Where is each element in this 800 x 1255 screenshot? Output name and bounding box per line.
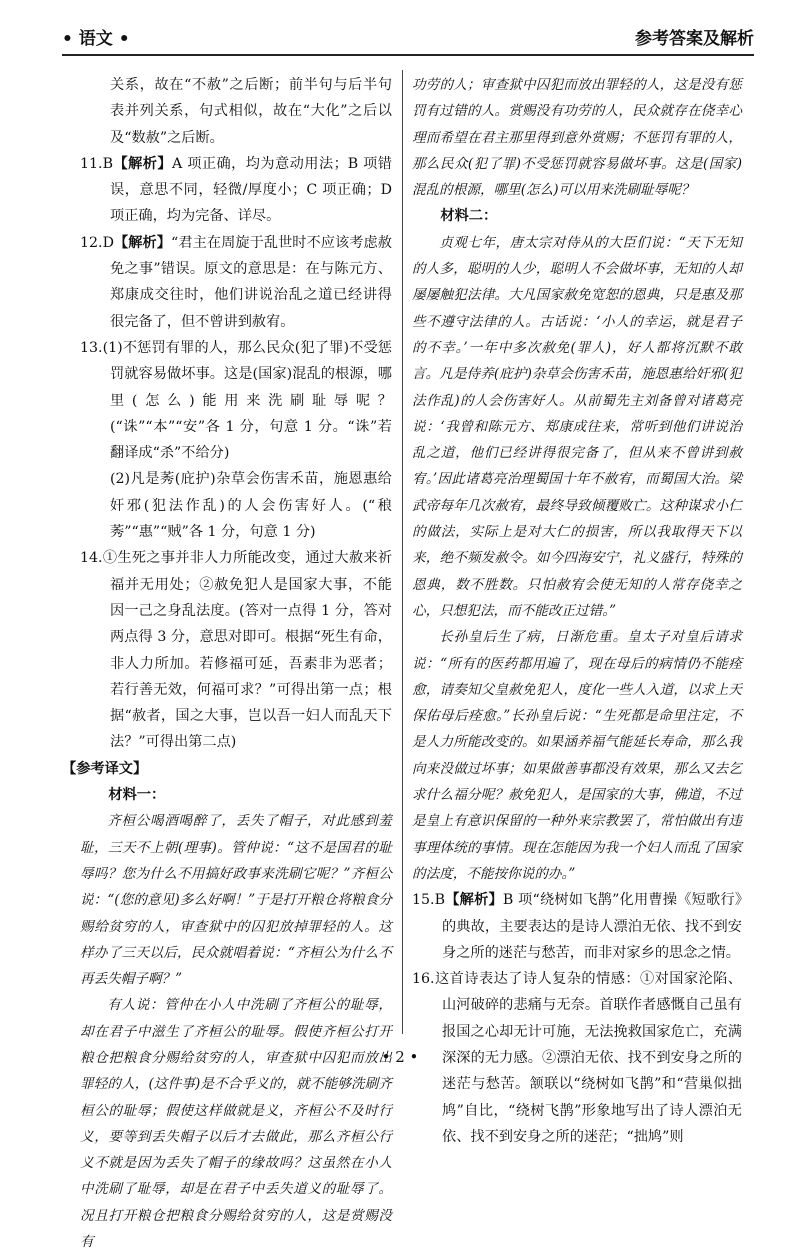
paragraph [412, 887, 742, 966]
analysis-tag: 【解析】 [113, 234, 172, 251]
header-title: 参考答案及解析 [635, 29, 754, 49]
paragraph [80, 466, 392, 545]
paragraph [62, 756, 392, 782]
question-number: 15.B [412, 892, 445, 909]
paragraph [80, 782, 392, 808]
paragraph-text: B 项“绕树如飞鹊”化用曹操《短歌行》的典故，主要表达的是诗人漂泊无依、找不到安身之所的迷茫与愁苦，而非对家乡的思念之情。 [442, 892, 742, 961]
paragraph-text: 长孙皇后生了病，日渐危重。皇太子对皇后请求说：“所有的医药都用遍了，现在母后的病情仍不能痊愈，请奏知父皇赦免犯人，度化一些人入道，以求上天保佑母后痊愈。”长孙皇后说：“生死都是命里注定，不是人力所能改变的。如果涵养福气能延长寿命，那么我向来没做过坏事；如果做善事都没有效果，那么又去乞求什么福分呢？赦免犯人，是国家的大事，佛道，不过是皇上有意识保留的一种外来宗教罢了，常怕做出有违事理体统的事情。现在怎能因为我一个妇人而乱了国家的法度，不能按你说的办。” [412, 629, 742, 882]
paragraph-text: 关系，故在“不赦”之后断；前半句与后半句表并列关系，句式相似，故在“大化”之后以及“数赦”之后断。 [110, 77, 392, 146]
left-column [62, 72, 392, 1255]
paragraph-text: 贞观七年，唐太宗对侍从的大臣们说：“天下无知的人多，聪明的人少，聪明人不会做坏事，无知的人却屡屡触犯法律。大凡国家赦免宽恕的恩典，只是惠及那些不遵守法律的人。古话说：‘小人的幸运，就是君子的不幸。’一年中多次赦免(罪人)，好人都将沉默不敢言。凡是侍养(庇护)杂草会伤害禾苗，施恩惠给奸邪(犯法作乱)的人会伤害好人。从前蜀先主刘备曾对诸葛亮说：‘我曾和陈元方、郑康成往来，常听到他们讲说治乱之道，他们已经讲得很完备了，但从来不曾讲到赦宥。’因此诸葛亮治理蜀国十年不赦宥，而蜀国大治。梁武帝每年几次赦宥，最终导致倾覆败亡。这种谋求小仁的做法，实际上是对大仁的损害，所以我取得天下以来，绝不频发赦令。如今四海安宁，礼义盛行，特殊的恩典，数不胜数。只怕赦宥会使无知的人常存侥幸之心，只想犯法，而不能改正过错。” [412, 234, 742, 619]
paragraph [80, 151, 392, 230]
page-header [62, 18, 754, 56]
right-column [412, 72, 742, 1150]
paragraph-text: 有人说：管仲在小人中洗刷了齐桓公的耻辱，却在君子中滋生了齐桓公的耻辱。假使齐桓公打开粮仓把粮食分赐给贫穷的人，审查狱中囚犯而放出罪轻的人，(这件事)是不合乎义的，就不能够洗刷齐桓公的耻辱；假使这样做就是义，齐桓公不及时行义，要等到丢失帽子以后才去做此，那么齐桓公行义不就是因为丢失了帽子的缘故吗？这虽然在小人中洗刷了耻辱，却是在君子中丢失道义的耻辱了。况且打开粮仓把粮食分赐给贫穷的人，这是赏赐没有 [80, 997, 392, 1251]
paragraph [80, 808, 392, 992]
paragraph [412, 203, 742, 229]
paragraph-text: 功劳的人；审查狱中囚犯而放出罪轻的人，这是没有惩罚有过错的人。赏赐没有功劳的人，民众就存在侥幸心理而希望在君主那里得到意外赏赐；不惩罚有罪的人，那么民众(犯了罪)不受惩罚就容易做坏事。这是(国家)混乱的根源，哪里(怎么)可以用来洗刷耻辱呢？ [412, 77, 742, 199]
paragraph-text: 齐桓公喝酒喝醉了，丢失了帽子，对此感到羞耻，三天不上朝(理事)。管仲说：“这不是国君的耻辱吗？您为什么不用搞好政事来洗刷它呢？”齐桓公说：“(您的意见)多么好啊！”于是打开粮仓将粮食分赐给贫穷的人，审查狱中的囚犯放掉罪轻的人。这样办了三天以后，民众就唱着说：“齐桓公为什么不再丢失帽子啊？” [80, 813, 392, 988]
question-number: 13. [80, 339, 103, 356]
paragraph [412, 230, 742, 624]
paragraph-text: ①生死之事并非人力所能改变，通过大赦来祈福并无用处；②赦免犯人是国家大事，不能因一己之身乱法度。(答对一点得 1 分，答对两点得 3 分，意思对即可。根据“死生有命，非人力所加。若修福可延，吾素非为恶者；若行善无效，何福可求？”可得出第一点；根据“赦者，国之大事，岂以吾一妇人而乱天下法？”可得出第二点) [102, 550, 392, 751]
page-number: • 2 • [381, 1048, 419, 1066]
paragraph [80, 230, 392, 335]
analysis-tag: 【解析】 [445, 892, 503, 909]
paragraph-text: (1)不惩罚有罪的人，那么民众(犯了罪)不受惩罚就容易做坏事。这是(国家)混乱的根源，哪里(怎么)能用来洗刷耻辱呢？(“诛”“本”“安”各 1 分，句意 1 分。“诛”若翻译成“杀”不给分) [102, 339, 392, 462]
paragraph-text: 材料二： [440, 208, 498, 225]
question-number: 12.D [80, 234, 114, 251]
subject-label: • 语文 • [62, 29, 130, 49]
column-divider [402, 70, 403, 1034]
paragraph [80, 992, 392, 1255]
paragraph-text: (2)凡是莠(庇护)杂草会伤害禾苗，施恩惠给奸邪(犯法作乱)的人会伤害好人。(“稂莠”“惠”“贼”各 1 分，句意 1 分) [110, 471, 392, 541]
paragraph [80, 72, 392, 151]
paragraph-text: 【参考译文】 [62, 760, 148, 777]
analysis-tag: 【解析】 [113, 155, 172, 172]
paragraph [80, 335, 392, 466]
question-number: 11.B [80, 155, 113, 172]
paragraph [412, 624, 742, 887]
paragraph-text: “君主在周旋于乱世时不应该考虑赦免之事”错误。原文的意思是：在与陈元方、郑康成交往时，他们讲说治乱之道已经讲得很完备了，但不曾讲到赦宥。 [110, 234, 392, 330]
paragraph [80, 545, 392, 755]
paragraph-text: 材料一： [108, 787, 166, 804]
paragraph-text: A 项正确，均为意动用法；B 项错误，意思不同，轻微/厚度小；C 项正确；D 项正确，均为完备、详尽。 [110, 155, 392, 225]
paragraph [412, 72, 742, 203]
question-number: 14. [80, 550, 103, 567]
question-number: 16. [412, 971, 435, 988]
paragraph-text: 这首诗表达了诗人复杂的情感：①对国家沦陷、山河破碎的悲痛与无奈。首联作者感慨自己虽有报国之心却无计可施，无法挽救国家危亡，充满深深的无力感。②漂泊无依、找不到安身之所的迷茫与愁苦。颔联以“绕树如飞鹊”和“营巢似拙鸠”自比，“绕树飞鹊”形象地写出了诗人漂泊无依、找不到安身之所的迷茫；“拙鸠”则 [434, 971, 742, 1145]
